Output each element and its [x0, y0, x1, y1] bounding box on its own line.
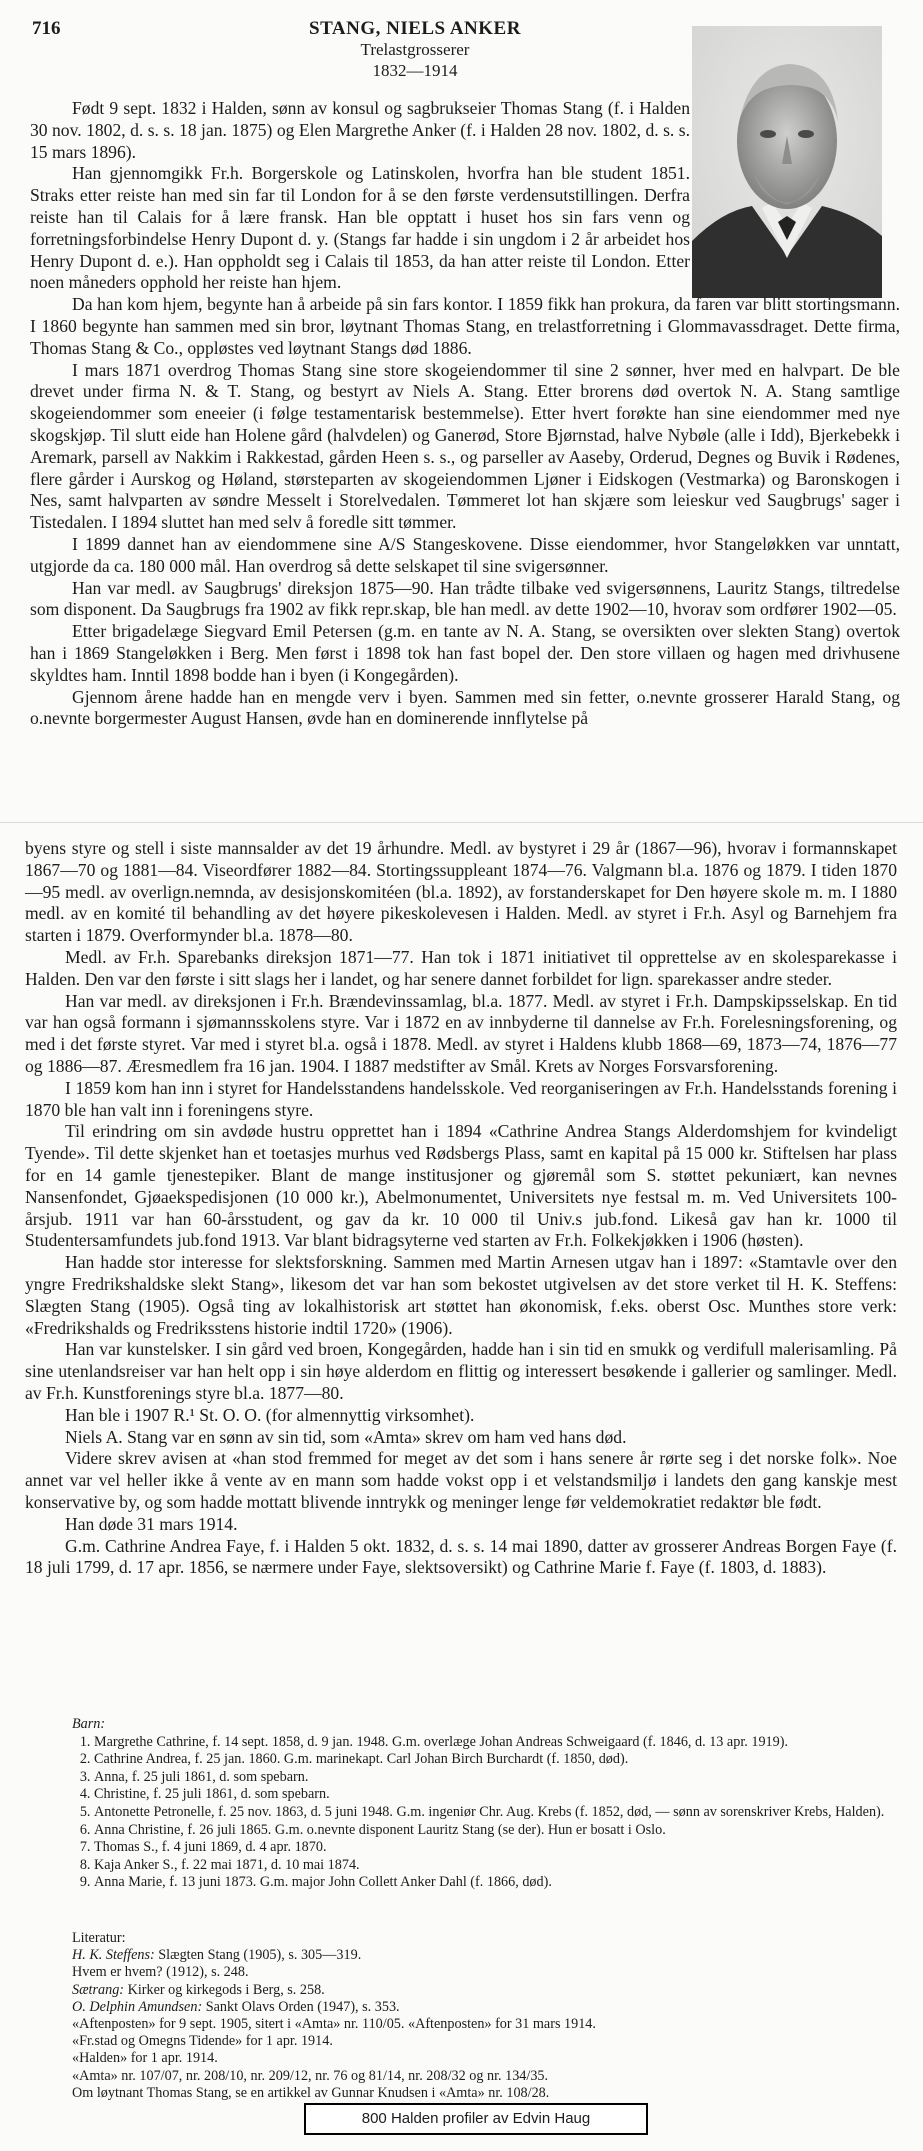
paragraph: Niels A. Stang var en sønn av sin tid, som «Amta» skrev om ham ved hans død. — [65, 1426, 627, 1447]
paragraph: Han var medl. av Saugbrugs' direksjon 1875—90. Han trådte tilbake ved svigersønnens, Lauritz Stangs, tiltredelse som disponent. Da Saugbrugs fra 1902 av fikk repr.skap, ble han medl. av dette 1902—10, hvorav som ordfører 1902—05. — [30, 577, 900, 620]
literature-heading: Literatur: — [72, 1930, 126, 1946]
paragraph: Han var medl. av direksjonen i Fr.h. Brændevinssamlag, bl.a. 1877. Medl. av styret i Fr.h. Dampskipsselskap. En tid var han også formann i sjømannsskolens styre. Var i 1872 en av innbyderne til dannelse av Fr.h. Forelesningsforening, og med i det første styret. Var med i styret bl.a. også i 1878. Medl. av styret i Haldens klubb 1868—69, 1873—74, 1876—77 og 1886—87. Æresmedlem fra 16 jan. 1904. I 1887 medstifter av Smål. Krets av Norges Forsvarsforening. — [25, 990, 897, 1076]
paragraph: I mars 1871 overdrog Thomas Stang sine store skogeiendommer til sine 2 sønner, hver med en halvpart. De ble drevet under firma N. & T. Stang, og bestyrt av Niels A. Stang. Etter brorens død overtok N. A. Stang samtlige skogeiendommer som eneeier (i følge testamentarisk bestemmelse). Etter hvert forøkte han sine eiendommer med nye skogskjøp. Til slutt eide han Holene gård (halvdelen) og Ganerød, Store Bjørnstad, halve Nybøle (alle i Idd), Bjerkebekk i Aremark, parsell av Nakkim i Rakkestad, gården Heen s. s., og parseller av Aaseby, Orderud, Degnes og Buvik i Rødenes, flere gårder i Aurskog og Høland, størsteparten av skogeiendommen Ljøner i Eidskogen (Vestmarka) og Baronskogen i Nes, samt halvparten av søndre Messelt i Storelvedalen. Tømmeret lot han skjære som leieskur ved Saugbrugs' sager i Tistedalen. I 1894 sluttet han med selv å foredle sitt tømmer. — [30, 359, 900, 533]
entry-name: STANG, NIELS ANKER — [309, 18, 521, 39]
biography-bottom — [25, 838, 897, 1579]
paragraph: G.m. Cathrine Andrea Faye, f. i Halden 5 okt. 1832, d. s. s. 14 mai 1890, datter av grosserer Andreas Borgen Faye (f. 18 juli 1799, d. 17 apr. 1856, se nærmere under Faye, slektsoversikt) og Cathrine Marie f. Faye (f. 1803, d. 1883). — [25, 1535, 897, 1578]
literature-line: «Aftenposten» for 9 sept. 1905, sitert i «Amta» nr. 110/05. «Aftenposten» for 31 mars 1914. — [72, 2016, 596, 2033]
biography-top — [30, 98, 900, 730]
paragraph: I 1899 dannet han av eiendommene sine A/S Stangeskovene. Disse eiendommer, hvor Stangeløkken var unntatt, utgjorde da ca. 180 000 mål. Han overdrog så dette selskapet til sine svigersønner. — [30, 533, 900, 576]
paragraph: Medl. av Fr.h. Sparebanks direksjon 1871—77. Han tok i 1871 initiativet til opprettelse av en skolesparekasse i Halden. Den var den første i sitt slags her i landet, og har senere dannet forbildet for lign. sparekasser andre steder. — [25, 946, 897, 989]
list-item: 4. Christine, f. 25 juli 1861, d. som spebarn. — [94, 1786, 897, 1804]
paragraph: Videre skrev avisen at «han stod fremmed for meget av det som i hans senere år rørte seg i det norske folk». Noe annet var vel heller ikke å vente av en mann som hadde vokst opp i et velstandsmiljø i landets den gang kanskje mest konservative by, og som hadde mottatt blivende inntrykk og meninger lenge før veldemokratiet redaktør ble født. — [25, 1448, 897, 1512]
list-item: 2. Cathrine Andrea, f. 25 jan. 1860. G.m. marinekapt. Carl Johan Birch Burchardt (f. 1850, død). — [94, 1751, 897, 1769]
paragraph: Han gjennomgikk Fr.h. Borgerskole og Latinskolen, hvorfra han ble student 1851. Straks etter reiste han med sin far til London for å se den første verdensutstillingen. Derfra reiste han til Calais for å lære fransk. Han ble opptatt i huset hos sin fars venn og forretningsforbindelse Henry Dupont d. y. (Stangs far hadde i sin ungdom i 2 år arbeidet hos Henry Dupont d. e.). Han oppholdt seg i Calais til 1853, da han atter reiste til London. Etter noen måneders opphold her reiste han hjem. — [30, 163, 690, 293]
literature-line: «Amta» nr. 107/07, nr. 208/10, nr. 209/12, nr. 76 og 81/14, nr. 208/32 og nr. 134/35. — [72, 2067, 549, 2084]
literature-line: Hvem er hvem? (1912), s. 248. — [72, 1964, 249, 1981]
list-item: 6. Anna Christine, f. 26 juli 1865. G.m. o.nevnte disponent Lauritz Stang (se der). Hun er bosatt i Oslo. — [94, 1822, 897, 1840]
list-item: 5. Antonette Petronelle, f. 25 nov. 1863, d. 5 juni 1948. G.m. ingeniør Chr. Aug. Krebs (f. 1852, død, — sønn av sorenskriver Krebs, Halden). — [94, 1804, 897, 1822]
children-list — [72, 1716, 897, 1892]
paragraph: Han døde 31 mars 1914. — [65, 1513, 238, 1534]
literature-line: «Halden» for 1 apr. 1914. — [72, 2050, 218, 2067]
literature-line: «Fr.stad og Omegns Tidende» for 1 apr. 1914. — [72, 2033, 333, 2050]
list-item: 9. Anna Marie, f. 13 juni 1873. G.m. major John Collett Anker Dahl (f. 1866, død). — [94, 1874, 897, 1892]
paragraph: Da han kom hjem, begynte han å arbeide på sin fars kontor. I 1859 fikk han prokura, da faren var blitt stortingsmann. I 1860 begynte han sammen med sin bror, løytnant Thomas Stang, en trelastforretning i Glommavassdraget. Dette firma, Thomas Stang & Co., oppløstes ved løytnant Stangs død 1886. — [30, 294, 900, 358]
literature-list — [72, 1930, 897, 2102]
paragraph: Han hadde stor interesse for slektsforskning. Sammen med Martin Arnesen utgav han i 1897: «Stamtavle over den yngre Fredrikshaldske slekt Stang», likesom det var han som bekostet utgivelsen av det store verket til H. K. Steffens: Slægten Stang (1905). Også ting av lokalhistorisk art støttet han økonomisk, f.eks. oberst Osc. Munthes store verk: «Fredrikshalds og Fredriksstens historie indtil 1720» (1906). — [25, 1252, 897, 1338]
literature-line: Om løytnant Thomas Stang, se en artikkel av Gunnar Knudsen i «Amta» nr. 108/28. — [72, 2084, 550, 2101]
literature-line: H. K. Steffens: Slægten Stang (1905), s. 305—319. — [72, 1947, 362, 1964]
paragraph: Han ble i 1907 R.¹ St. O. O. (for almennyttig virksomhet). — [65, 1404, 475, 1425]
paragraph: Etter brigadelæge Siegvard Emil Petersen (g.m. en tante av N. A. Stang, se oversikten over slekten Stang) overtok han i 1869 Stangeløkken i Berg. Men først i 1898 tok han fast bopel der. Den store villaen og hagen med drivhusene skyldtes ham. Inntil 1898 bodde han i byen (i Kongegården). — [30, 621, 900, 685]
page-number: 716 — [32, 18, 61, 39]
literature-line: Sætrang: Kirker og kirkegods i Berg, s. 258. — [72, 1981, 325, 1998]
paragraph: Han var kunstelsker. I sin gård ved broen, Kongegården, hadde han i sin tid en smukk og verdifull malerisamling. På sine utenlandsreiser var han helt opp i sin høye alderdom en flittig og interessert besøkende i gallerier og samlinger. Medl. av Fr.h. Kunstforenings styre bl.a. 1877—80. — [25, 1339, 897, 1403]
list-item: 8. Kaja Anker S., f. 22 mai 1871, d. 10 mai 1874. — [94, 1857, 897, 1875]
children-heading: Barn: — [72, 1716, 106, 1732]
paragraph: Født 9 sept. 1832 i Halden, sønn av konsul og sagbrukseier Thomas Stang (f. i Halden 30 nov. 1802, d. s. s. 18 jan. 1875) og Elen Margrethe Anker (f. i Halden 28 nov. 1802, d. s. s. 15 mars 1896). — [30, 98, 690, 162]
paragraph: Til erindring om sin avdøde hustru opprettet han i 1894 «Cathrine Andrea Stangs Alderdomshjem for kvindeligt Tyende». Til dette skjenket han et toetasjes murhus ved Rødsbergs Plass, samt en kapital på 15 000 kr. Stiftelsen har plass for en 14 gamle tjenestepiker. Blant de mange institusjoner og gjøremål som S. støttet pekuniært, kan nevnes Nansenfondet, Gjøaekspedisjonen (10 000 kr.), Abelmonumentet, Universitets nye festsal m. m. Ved Universitets 100-årsjub. 1911 var han 60-årsstudent, og gav da kr. 10 000 til Univ.s jub.fond. Likeså gav han kr. 1000 til Studentersamfundets jub.fond 1913. Var blant bidragsyterne ved starten av Fr.h. Folkekjøkken i 1906 (høsten). — [25, 1121, 897, 1251]
source-caption: 800 Halden profiler av Edvin Haug — [304, 2103, 648, 2135]
list-item: 7. Thomas S., f. 4 juni 1869, d. 4 apr. 1870. — [94, 1839, 897, 1857]
literature-line: O. Delphin Amundsen: Sankt Olavs Orden (1947), s. 353. — [72, 1998, 400, 2015]
entry-header — [180, 18, 650, 81]
list-item: 1. Margrethe Cathrine, f. 14 sept. 1858, d. 9 jan. 1948. G.m. overlæge Johan Andreas Schweigaard (f. 1846, d. 13 apr. 1919). — [94, 1734, 897, 1752]
paragraph: I 1859 kom han inn i styret for Handelsstandens handelsskole. Ved reorganiseringen av Fr.h. Handelsstands forening i 1870 ble han valt inn i foreningens styre. — [25, 1077, 897, 1120]
paragraph: Gjennom årene hadde han en mengde verv i byen. Sammen med sin fetter, o.nevnte grosserer Harald Stang, og o.nevnte borgermester August Hansen, øvde han en dominerende innflytelse på — [30, 686, 900, 729]
entry-years: 1832—1914 — [372, 61, 458, 80]
children-items — [72, 1734, 897, 1892]
paragraph: byens styre og stell i siste mannsalder av det 19 århundre. Medl. av bystyret i 29 år (1867—96), hvorav i formannskapet 1867—70 og 1881—84. Viseordfører 1882—84. Stortingssuppleant 1874—76. Valgmann bl.a. 1876 og 1879. I tiden 1870—95 medl. av overlign.nemnda, av desisjonskomitéen (bl.a. 1892), av forstanderskapet for Den høyere skole m. m. I 1880 medl. av en komité til behandling av det høyere pikeskolevesen i Halden. Medl. av styret i Fr.h. Asyl og Barnehjem fra starten i 1879. Overformynder bl.a. 1878—80. — [25, 838, 897, 946]
section-divider — [0, 822, 923, 823]
entry-title: Trelastgrosserer — [360, 40, 470, 59]
list-item: 3. Anna, f. 25 juli 1861, d. som spebarn. — [94, 1769, 897, 1787]
